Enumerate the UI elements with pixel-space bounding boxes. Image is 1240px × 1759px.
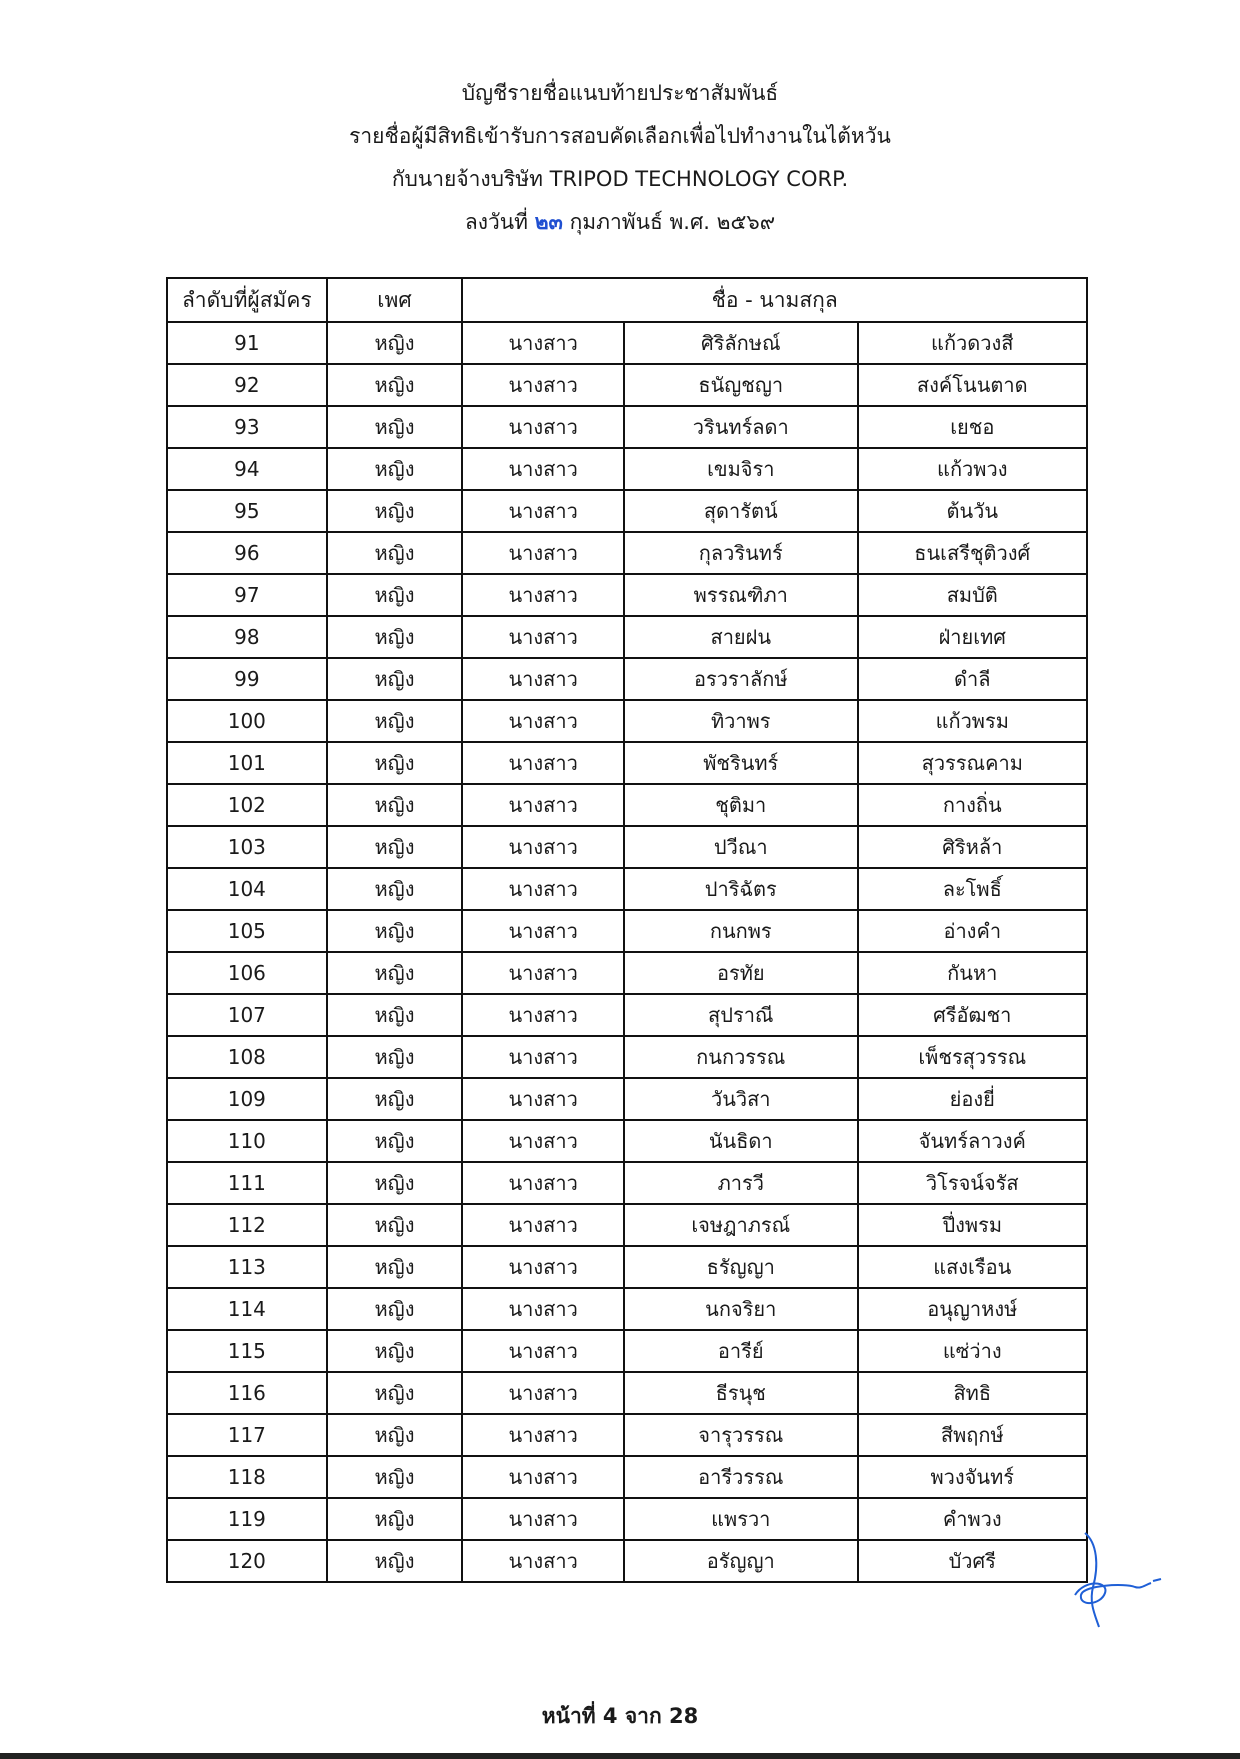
row-sex: หญิง [327,868,463,910]
row-sex: หญิง [327,1204,463,1246]
row-sex: หญิง [327,1414,463,1456]
header-date [0,201,1240,244]
row-title: นางสาว [462,700,624,742]
row-sex: หญิง [327,658,463,700]
row-last-name: อ่างคำ [858,910,1087,952]
row-sex: หญิง [327,1372,463,1414]
row-first-name: จารุวรรณ [624,1414,858,1456]
row-sex: หญิง [327,994,463,1036]
table-row [167,1498,1087,1540]
row-title: นางสาว [462,1246,624,1288]
row-number: 105 [167,910,327,952]
row-sex: หญิง [327,952,463,994]
header-employer: กับนายจ้างบริษัท TRIPOD TECHNOLOGY CORP. [391,167,849,191]
row-last-name: สุวรรณคาม [858,742,1087,784]
table-row [167,406,1087,448]
row-first-name: อารีย์ [624,1330,858,1372]
row-first-name: อารีวรรณ [624,1456,858,1498]
row-last-name: บัวศรี [858,1540,1087,1582]
row-title: นางสาว [462,364,624,406]
row-number: 107 [167,994,327,1036]
header-order: ลำดับที่ผู้สมัคร [167,278,327,322]
header-subtitle: รายชื่อผู้มีสิทธิเข้ารับการสอบคัดเลือกเพื่อไปทำงานในไต้หวัน [349,124,891,148]
table-row [167,1540,1087,1582]
row-number: 109 [167,1078,327,1120]
row-number: 110 [167,1120,327,1162]
table-row [167,700,1087,742]
table-row [167,1078,1087,1120]
row-first-name: ปาริฉัตร [624,868,858,910]
row-title: นางสาว [462,1330,624,1372]
row-first-name: ธรัญญา [624,1246,858,1288]
row-number: 116 [167,1372,327,1414]
table-header-row [167,278,1087,322]
row-number: 93 [167,406,327,448]
row-sex: หญิง [327,1330,463,1372]
row-first-name: พัชรินทร์ [624,742,858,784]
row-title: นางสาว [462,1204,624,1246]
row-last-name: เยชอ [858,406,1087,448]
table-row [167,1162,1087,1204]
table-row [167,616,1087,658]
row-number: 96 [167,532,327,574]
page-number: หน้าที่ 4 จาก 28 [541,1704,699,1728]
row-first-name: นกจริยา [624,1288,858,1330]
row-number: 94 [167,448,327,490]
row-first-name: สายฝน [624,616,858,658]
row-last-name: เพ็ชรสุวรรณ [858,1036,1087,1078]
row-first-name: อรทัย [624,952,858,994]
table-row [167,1372,1087,1414]
row-number: 101 [167,742,327,784]
row-first-name: นันธิดา [624,1120,858,1162]
row-last-name: สงค์โนนตาด [858,364,1087,406]
row-sex: หญิง [327,1162,463,1204]
row-sex: หญิง [327,532,463,574]
row-number: 103 [167,826,327,868]
table-row [167,994,1087,1036]
row-title: นางสาว [462,994,624,1036]
row-title: นางสาว [462,1498,624,1540]
row-last-name: ย่องยี่ [858,1078,1087,1120]
signature-icon [1065,1525,1175,1635]
table-row [167,1288,1087,1330]
row-title: นางสาว [462,1456,624,1498]
row-title: นางสาว [462,784,624,826]
row-number: 100 [167,700,327,742]
table-row [167,1204,1087,1246]
row-sex: หญิง [327,1246,463,1288]
table-row [167,910,1087,952]
row-title: นางสาว [462,910,624,952]
header-title: บัญชีรายชื่อแนบท้ายประชาสัมพันธ์ [461,81,779,105]
row-last-name: แซ่ว่าง [858,1330,1087,1372]
row-title: นางสาว [462,490,624,532]
row-number: 114 [167,1288,327,1330]
row-number: 112 [167,1204,327,1246]
row-last-name: แสงเรือน [858,1246,1087,1288]
row-sex: หญิง [327,364,463,406]
row-first-name: วรินทร์ลดา [624,406,858,448]
row-sex: หญิง [327,406,463,448]
date-prefix: ลงวันที่ [464,210,528,234]
row-first-name: ปวีณา [624,826,858,868]
row-title: นางสาว [462,1414,624,1456]
table-row [167,1456,1087,1498]
row-number: 111 [167,1162,327,1204]
row-last-name: สิทธิ [858,1372,1087,1414]
row-last-name: ศรีอัฒชา [858,994,1087,1036]
row-number: 97 [167,574,327,616]
table-row [167,742,1087,784]
applicant-table [166,277,1088,1583]
row-sex: หญิง [327,1120,463,1162]
row-first-name: อรัญญา [624,1540,858,1582]
row-sex: หญิง [327,910,463,952]
row-last-name: สมบัติ [858,574,1087,616]
row-title: นางสาว [462,574,624,616]
row-number: 113 [167,1246,327,1288]
row-first-name: เขมจิรา [624,448,858,490]
row-last-name: อนุญาหงษ์ [858,1288,1087,1330]
table-row [167,784,1087,826]
table-row [167,322,1087,364]
table-row [167,952,1087,994]
table-row [167,658,1087,700]
row-last-name: ธนเสรีชุติวงศ์ [858,532,1087,574]
table-row [167,364,1087,406]
row-sex: หญิง [327,616,463,658]
row-title: นางสาว [462,1372,624,1414]
row-title: นางสาว [462,616,624,658]
table-row [167,574,1087,616]
row-last-name: กางถิ่น [858,784,1087,826]
table-row [167,1036,1087,1078]
page-bottom-edge [0,1753,1240,1759]
row-title: นางสาว [462,406,624,448]
row-number: 115 [167,1330,327,1372]
row-last-name: แก้วพรม [858,700,1087,742]
row-first-name: ชุติมา [624,784,858,826]
document-header [0,72,1240,244]
row-title: นางสาว [462,448,624,490]
row-first-name: กุลวรินทร์ [624,532,858,574]
row-sex: หญิง [327,700,463,742]
table-row [167,490,1087,532]
row-last-name: กันหา [858,952,1087,994]
row-sex: หญิง [327,1540,463,1582]
header-fullname: ชื่อ - นามสกุล [462,278,1087,322]
row-sex: หญิง [327,784,463,826]
row-number: 117 [167,1414,327,1456]
row-number: 118 [167,1456,327,1498]
row-last-name: จันทร์ลาวงค์ [858,1120,1087,1162]
row-number: 92 [167,364,327,406]
row-last-name: แก้วดวงสี [858,322,1087,364]
header-sex: เพศ [327,278,463,322]
row-title: นางสาว [462,826,624,868]
row-first-name: ภารวี [624,1162,858,1204]
row-sex: หญิง [327,742,463,784]
row-last-name: ละโพธิ์ [858,868,1087,910]
table-row [167,1120,1087,1162]
row-sex: หญิง [327,448,463,490]
row-number: 120 [167,1540,327,1582]
row-sex: หญิง [327,826,463,868]
row-number: 104 [167,868,327,910]
row-first-name: วันวิสา [624,1078,858,1120]
row-first-name: แพรวา [624,1498,858,1540]
row-last-name: ศิริหล้า [858,826,1087,868]
row-sex: หญิง [327,1498,463,1540]
row-number: 91 [167,322,327,364]
table-row [167,868,1087,910]
row-title: นางสาว [462,868,624,910]
row-title: นางสาว [462,1540,624,1582]
row-sex: หญิง [327,574,463,616]
row-sex: หญิง [327,1288,463,1330]
row-sex: หญิง [327,490,463,532]
table-row [167,1246,1087,1288]
row-sex: หญิง [327,1078,463,1120]
date-month-year: กุมภาพันธ์ พ.ศ. ๒๕๖๙ [569,210,776,234]
row-first-name: พรรณฑิภา [624,574,858,616]
row-title: นางสาว [462,322,624,364]
table-body [167,322,1087,1582]
row-last-name: ปึ่งพรม [858,1204,1087,1246]
row-number: 98 [167,616,327,658]
row-number: 106 [167,952,327,994]
row-last-name: ฝ่ายเทศ [858,616,1087,658]
row-last-name: คำพวง [858,1498,1087,1540]
table-row [167,826,1087,868]
row-title: นางสาว [462,1120,624,1162]
row-last-name: แก้วพวง [858,448,1087,490]
row-sex: หญิง [327,1456,463,1498]
row-title: นางสาว [462,952,624,994]
date-day: ๒๓ [534,210,563,234]
row-first-name: ศิริลักษณ์ [624,322,858,364]
row-title: นางสาว [462,1036,624,1078]
row-title: นางสาว [462,1288,624,1330]
row-title: นางสาว [462,532,624,574]
row-number: 99 [167,658,327,700]
row-number: 108 [167,1036,327,1078]
table-row [167,532,1087,574]
row-number: 102 [167,784,327,826]
row-first-name: ธีรนุช [624,1372,858,1414]
row-first-name: สุดารัตน์ [624,490,858,532]
row-sex: หญิง [327,322,463,364]
row-title: นางสาว [462,1078,624,1120]
row-sex: หญิง [327,1036,463,1078]
row-last-name: วิโรจน์จรัส [858,1162,1087,1204]
row-number: 119 [167,1498,327,1540]
table-row [167,1414,1087,1456]
row-last-name: สีพฤกษ์ [858,1414,1087,1456]
row-first-name: กนกพร [624,910,858,952]
row-title: นางสาว [462,742,624,784]
row-first-name: ธนัญชญา [624,364,858,406]
row-first-name: เจษฎาภรณ์ [624,1204,858,1246]
row-number: 95 [167,490,327,532]
row-last-name: ต้นวัน [858,490,1087,532]
row-first-name: ทิวาพร [624,700,858,742]
row-first-name: อรวราลักษ์ [624,658,858,700]
row-last-name: พวงจันทร์ [858,1456,1087,1498]
row-last-name: ดำลี [858,658,1087,700]
row-title: นางสาว [462,1162,624,1204]
row-title: นางสาว [462,658,624,700]
table-row [167,1330,1087,1372]
table-row [167,448,1087,490]
row-first-name: สุปราณี [624,994,858,1036]
row-first-name: กนกวรรณ [624,1036,858,1078]
